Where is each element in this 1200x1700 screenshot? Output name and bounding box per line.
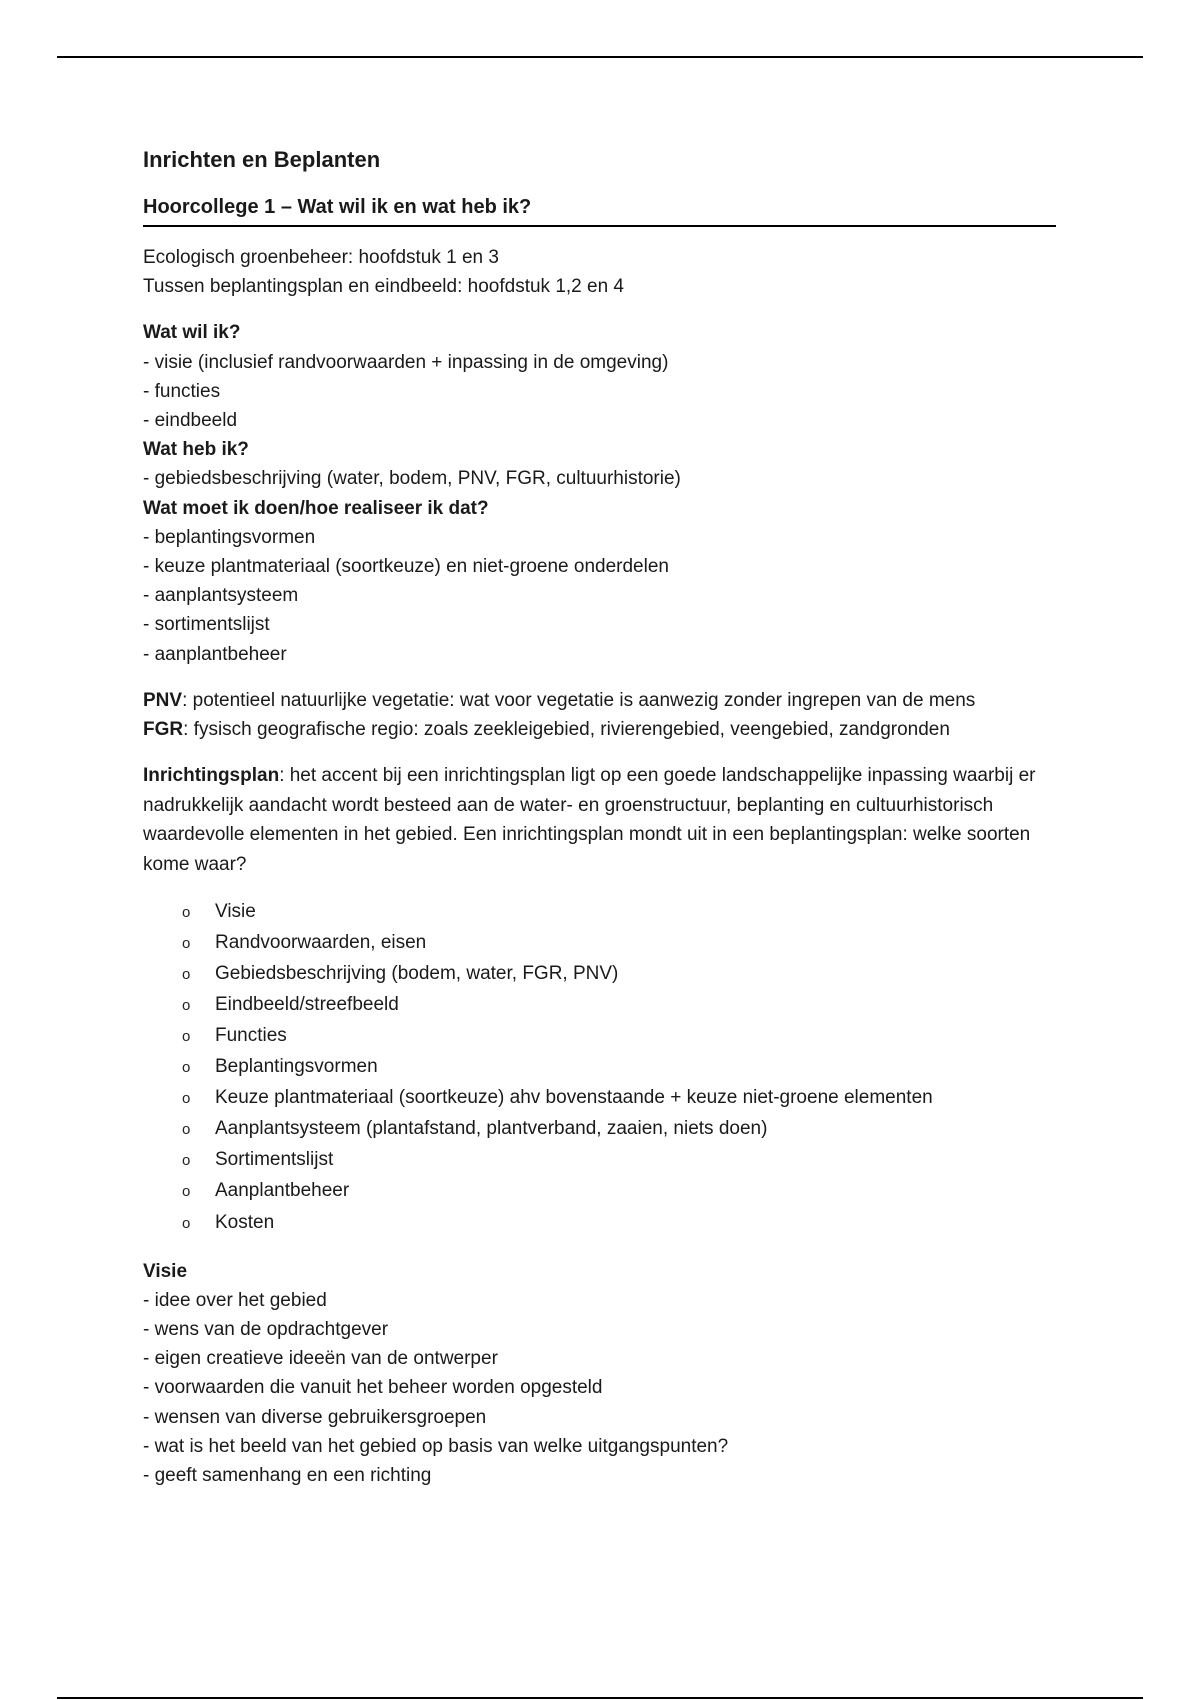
visie-section	[143, 1257, 1056, 1491]
list-item	[182, 1083, 1056, 1114]
list-item: - functies	[143, 380, 221, 402]
definition-term: FGR	[143, 719, 184, 741]
document-title: Inrichten en Beplanten	[143, 147, 381, 172]
list-item	[182, 959, 1056, 990]
list-item: - aanplantsysteem	[143, 585, 299, 607]
section-heading: Visie	[143, 1260, 188, 1282]
list-item: - wat is het beeld van het gebied op basis van welke uitgangspunten?	[143, 1435, 729, 1457]
list-item-text: Kosten	[215, 1211, 275, 1233]
list-item-text: Beplantingsvormen	[215, 1056, 378, 1078]
circle-bullet-icon: o	[182, 1152, 191, 1170]
definition-text: : fysisch geografische regio: zoals zeekleigebied, rivierengebied, veengebied, zandgronden	[183, 719, 950, 741]
circle-bullet-icon: o	[182, 1121, 191, 1139]
list-item: - beplantingsvormen	[143, 526, 316, 548]
references-block	[143, 243, 1056, 301]
circle-bullet-icon: o	[182, 1183, 191, 1201]
section-heading: Wat heb ik?	[143, 439, 249, 461]
circle-bullet-icon: o	[182, 1090, 191, 1108]
reference-line: Ecologisch groenbeheer: hoofdstuk 1 en 3	[143, 247, 499, 268]
page-top-rule	[57, 56, 1143, 58]
list-item: - wens van de opdrachtgever	[143, 1319, 389, 1341]
circle-bullet-icon: o	[182, 1214, 191, 1232]
list-item-text: Randvoorwaarden, eisen	[215, 931, 427, 953]
circle-bullet-icon: o	[182, 1028, 191, 1045]
list-item	[182, 928, 1056, 959]
inrichtingsplan-paragraph	[143, 761, 1056, 879]
list-item: - gebiedsbeschrijving (water, bodem, PNV, FGR, cultuurhistorie)	[143, 468, 681, 490]
circle-bullet-icon: o	[182, 903, 191, 921]
list-item: - voorwaarden die vanuit het beheer worden opgesteld	[143, 1377, 603, 1399]
list-item	[182, 1208, 1056, 1239]
list-item-text: Sortimentslijst	[215, 1149, 334, 1171]
list-item-text: Keuze plantmateriaal (soortkeuze) ahv bovenstaande + keuze niet-groene elementen	[215, 1087, 933, 1109]
document-page	[143, 145, 1056, 1490]
list-item: - visie (inclusief randvoorwaarden + inpassing in de omgeving)	[143, 351, 669, 373]
definition-pnv	[143, 686, 1056, 715]
paragraph-text: : het accent bij een inrichtingsplan ligt op een goede landschappelijke inpassing waarbij er nadrukkelijk aandacht wordt besteed aan de water- en groenstructuur, beplanting en cultuurhistorisch waardevolle elementen in het gebied. Een inrichtingsplan mondt uit in een beplantingsplan: welke soorten kome waar?	[143, 765, 1036, 876]
wat-wil-ik-section	[143, 318, 1056, 668]
list-item	[182, 990, 1056, 1021]
list-item-text: Visie	[215, 900, 256, 922]
list-item	[182, 1114, 1056, 1145]
list-item	[182, 897, 1056, 928]
list-item: - wensen van diverse gebruikersgroepen	[143, 1406, 487, 1428]
list-item-text: Eindbeeld/streefbeeld	[215, 993, 399, 1015]
page-bottom-rule	[57, 1697, 1143, 1699]
list-item: - idee over het gebied	[143, 1289, 327, 1311]
circle-bullet-icon: o	[182, 965, 191, 983]
definition-text: : potentieel natuurlijke vegetatie: wat voor vegetatie is aanwezig zonder ingrepen van de mens	[182, 689, 976, 711]
list-item: - sortimentslijst	[143, 614, 270, 636]
list-item	[182, 1021, 1056, 1052]
list-item	[182, 1176, 1056, 1207]
list-item: - aanplantbeheer	[143, 643, 287, 665]
list-item-text: Aanplantbeheer	[215, 1180, 350, 1202]
list-item-text: Functies	[215, 1025, 287, 1046]
definition-term: PNV	[143, 689, 183, 711]
list-item: - keuze plantmateriaal (soortkeuze) en niet-groene onderdelen	[143, 556, 669, 578]
definitions-block	[143, 686, 1056, 744]
section-heading: Wat moet ik doen/hoe realiseer ik dat?	[143, 497, 489, 519]
list-item: - eindbeeld	[143, 410, 238, 432]
list-item-text: Gebiedsbeschrijving (bodem, water, FGR, PNV)	[215, 962, 619, 984]
lecture-title: Hoorcollege 1 – Wat wil ik en wat heb ik?	[143, 193, 1056, 227]
definition-term: Inrichtingsplan	[143, 765, 280, 787]
circle-bullet-icon: o	[182, 1059, 191, 1077]
circle-bullet-icon: o	[182, 996, 191, 1014]
list-item: - geeft samenhang en een richting	[143, 1465, 432, 1487]
list-item-text: Aanplantsysteem (plantafstand, plantverband, zaaien, niets doen)	[215, 1118, 768, 1140]
plan-steps-list	[143, 897, 1056, 1239]
section-heading: Wat wil ik?	[143, 322, 241, 344]
circle-bullet-icon: o	[182, 934, 191, 952]
definition-fgr	[143, 715, 1056, 744]
list-item	[182, 1052, 1056, 1083]
reference-line: Tussen beplantingsplan en eindbeeld: hoofdstuk 1,2 en 4	[143, 276, 624, 298]
list-item	[182, 1145, 1056, 1176]
list-item: - eigen creatieve ideeën van de ontwerper	[143, 1348, 498, 1370]
